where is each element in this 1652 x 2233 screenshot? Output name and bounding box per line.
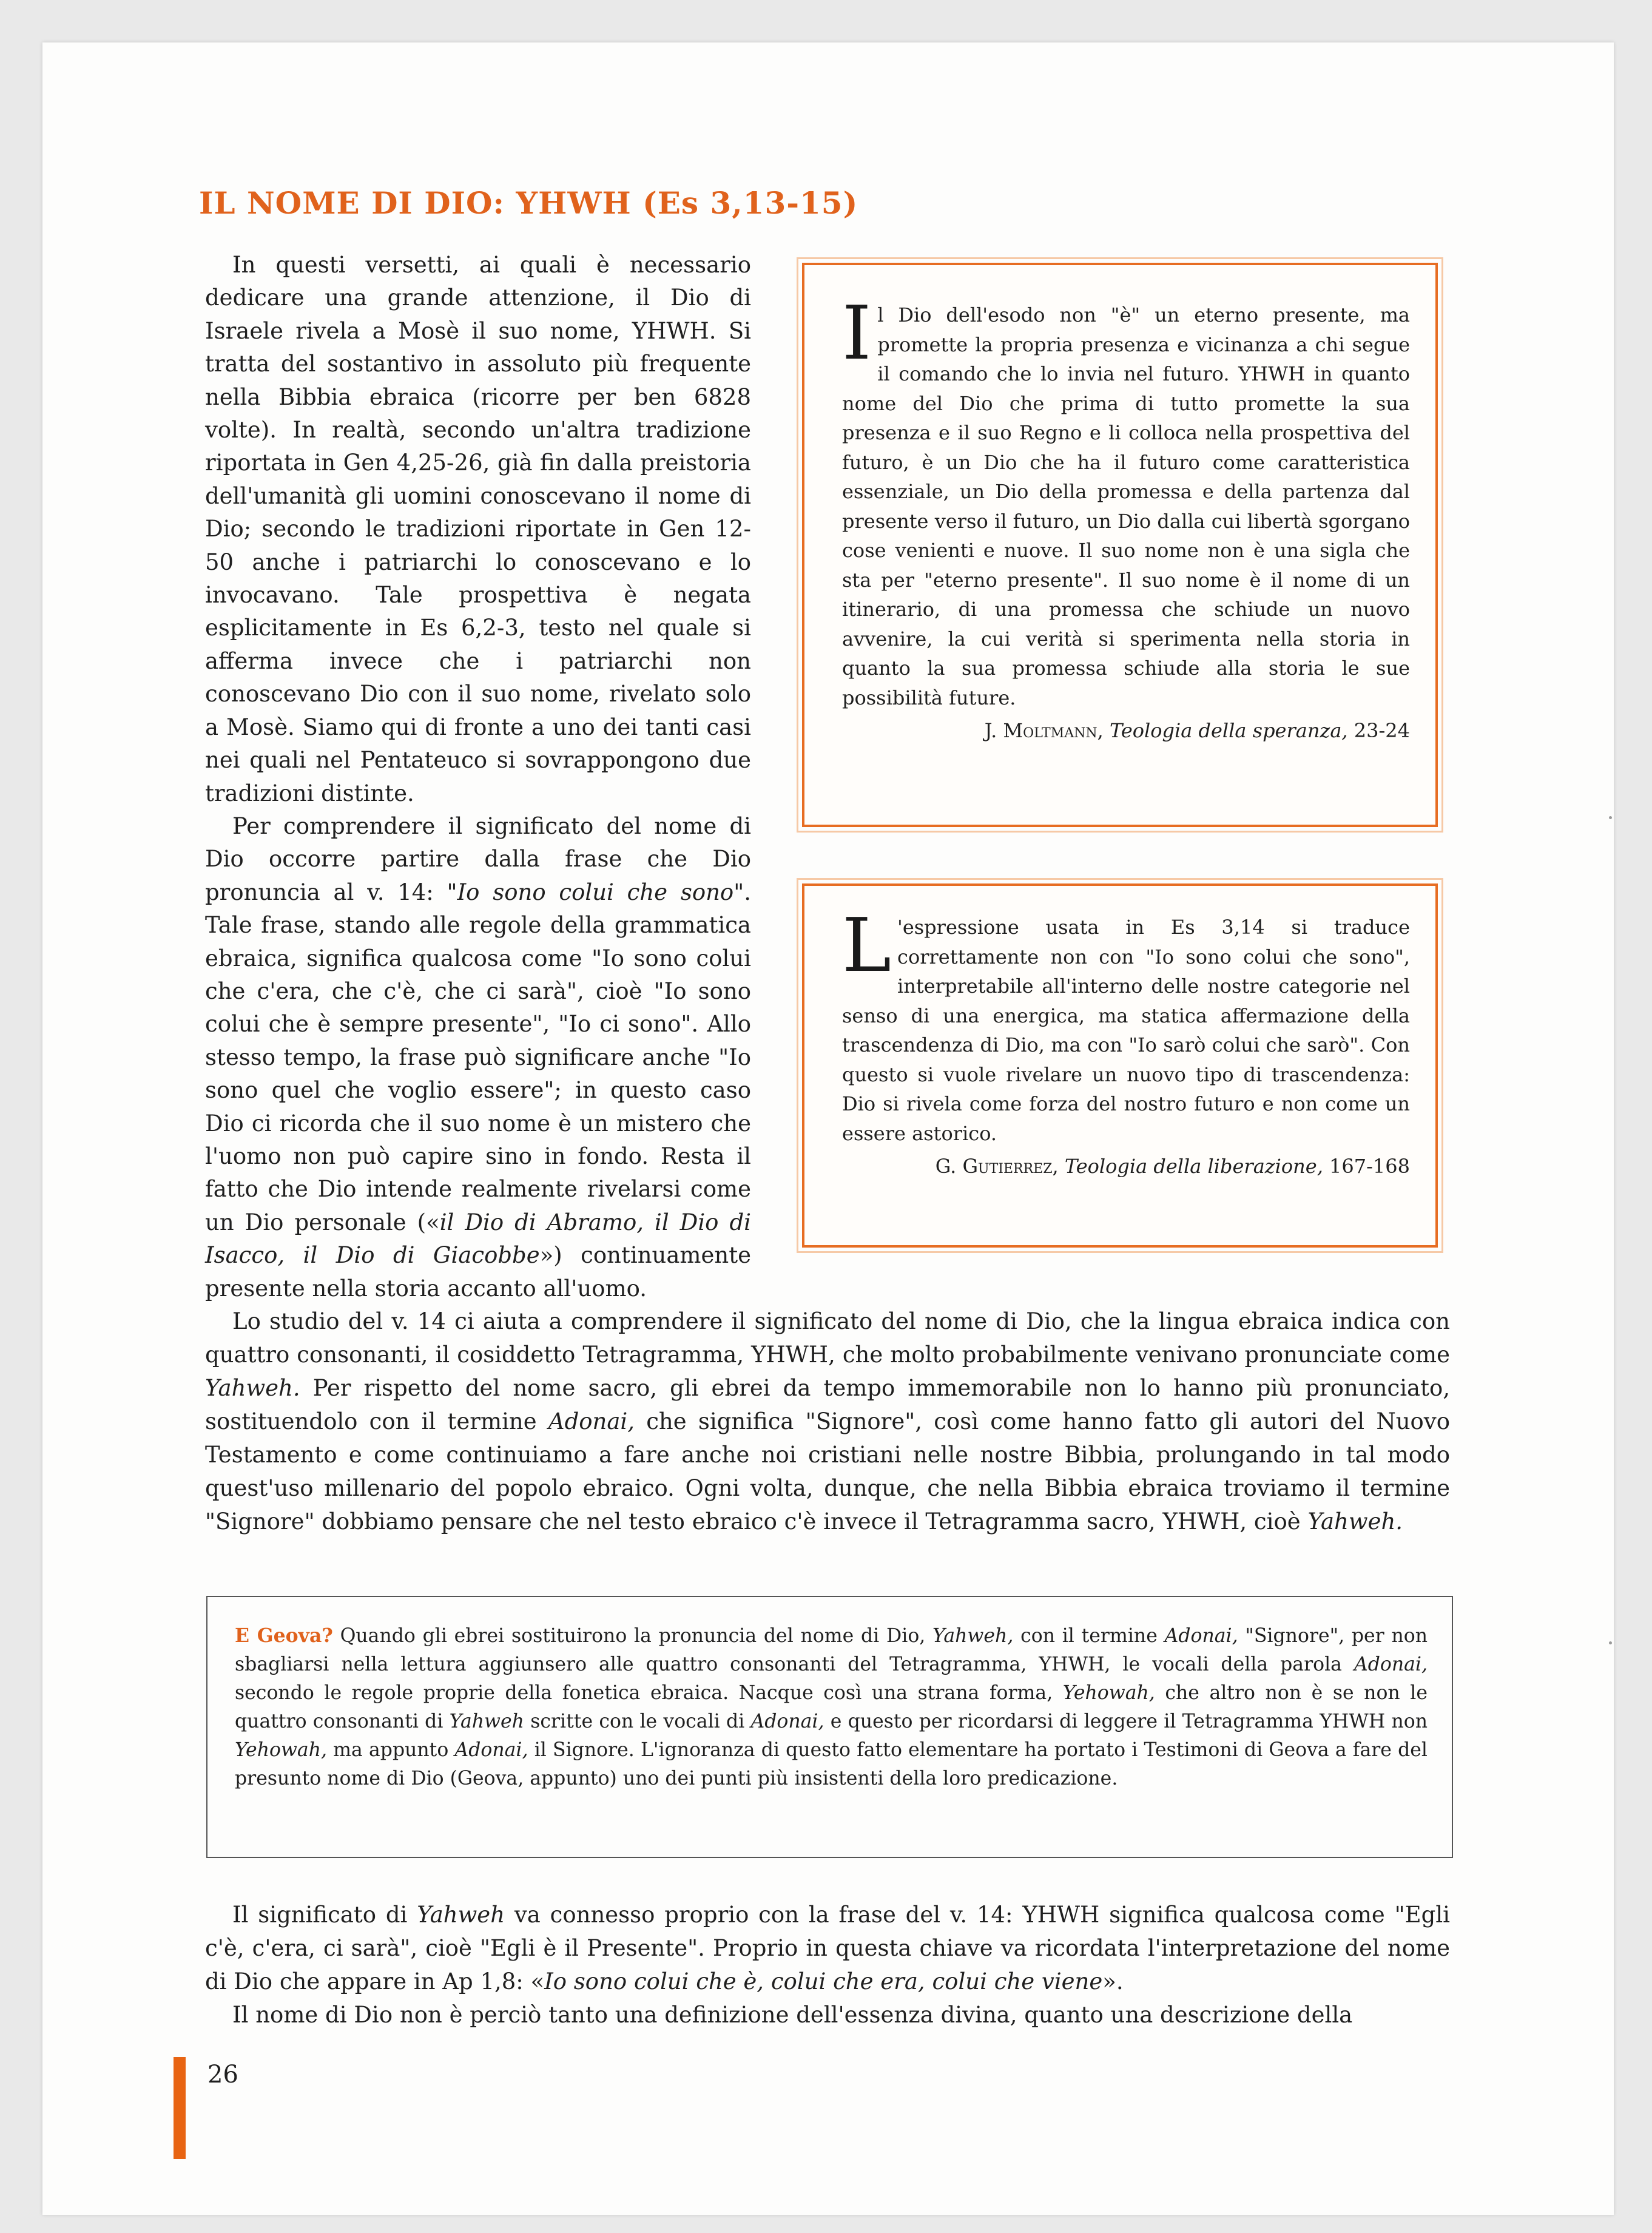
quote-dio-di-abramo: il Dio di Abramo, il Dio di Isacco, il Dio di Giacobbe [205,1209,751,1269]
page-number-bar [174,2057,186,2159]
paragraph-tetragramma: Lo studio del v. 14 ci aiuta a comprendere il significato del nome di Dio, che la lingua ebraica indica con quattro consonanti, il cosiddetto Tetragramma, YHWH, che molto probabilmente venivano pronunciate come Yahweh. Per rispetto del nome sacro, gli ebrei da tempo immemorabile non lo hanno più pronunciato, sostituendolo con il termine Adonai, che significa "Signore", così come hanno fatto gli autori del Nuovo Testamento e come continuiamo a fare anche noi cristiani nelle nostre Bibbia, prolungando in tal modo quest'uso millenario del popolo ebraico. Ogni volta, dunque, che nella Bibbia ebraica troviamo il termine "Signore" dobbiamo pensare che nel testo ebraico c'è invece il Tetragramma sacro, YHWH, cioè Yahweh. [205,1308,1450,1535]
dropcap: L [842,902,892,988]
bottom-text [205,1898,1450,2032]
quote-text: l Dio dell'esodo non "è" un eterno presente, ma promette la propria presenza e vicinanza a chi segue il comando che lo invia nel futuro. YHWH in quanto nome del Dio che prima di tutto promette la sua presenza e il suo Regno e li colloca nella prospettiva del futuro, è un Dio che ha il futuro come caratteristica essenziale, un Dio della promessa e della partenza dal presente verso il futuro, un Dio dalla cui libertà sgorgano cose venienti e nuove. Il suo nome non è una sigla che sta per "eterno presente". Il suo nome è il nome di un itinerario, di una promessa che schiude un nuovo avvenire, la cui verità si sperimenta nella storia in quanto la sua promessa schiude alla storia le sue possibilità future. [842,303,1410,709]
note-text: E Geova? Quando gli ebrei sostituirono la pronuncia del nome di Dio, Yahweh, con il termine Adonai, "Signore", per non sbagliarsi nella lettura aggiunsero alle quattro consonanti del Tetragramma, YHWH, le vocali della parola Adonai, secondo le regole proprie della fonetica ebraica. Nacque così una strana forma, Yehowah, che altro non è se non le quattro consonanti di Yahweh scritte con le vocali di Adonai, e questo per ricordarsi di leggere il Tetragramma YHWH non Yehowah, ma appunto Adonai, il Signore. L'ignoranza di questo fatto elementare ha portato i Testimoni di Geova a fare del presunto nome di Dio (Geova, appunto) uno dei punti più insistenti della loro predicazione. [235,1624,1428,1789]
quote-box-moltmann [802,263,1438,827]
scan-mark [1609,816,1612,819]
quote-box-gutierrez [802,883,1438,1248]
section-heading: IL NOME DI DIO: YHWH (Es 3,13-15) [199,185,858,221]
full-width-text [205,1305,1450,1538]
quote-io-sono: Io sono colui che sono [457,879,734,905]
scan-mark [1609,1641,1612,1644]
quote-source: J. Moltmann, Teologia della speranza, 23-24 [984,719,1410,742]
quote-text: 'espressione usata in Es 3,14 si traduce correttamente non con "Io sono colui che sono", interpretabile all'interno delle nostre categorie nel senso di una energica, ma statica affermazione della trascendenza di Dio, ma con "Io sarò colui che sarò". Con questo si vuole rivelare un nuovo tipo di trascendenza: Dio si rivela come forza del nostro futuro e non come un essere astorico. [842,916,1410,1145]
quote-source: G. Gutierrez, Teologia della liberazione, 167-168 [935,1155,1410,1178]
page-number: 26 [207,2061,238,2089]
note-box-geova [206,1596,1453,1858]
note-title: E Geova? [235,1624,333,1647]
left-column [205,249,751,1305]
dropcap: I [842,290,872,376]
paragraph-tradizioni: In questi versetti, ai quali è necessario dedicare una grande attenzione, il Dio di Israele rivela a Mosè il suo nome, YHWH. Si tratta del sostantivo in assoluto più frequente nella Bibbia ebraica (ricorre per ben 6828 volte). In realtà, secondo un'altra tradizione riportata in Gen 4,25-26, già fin dalla preistoria dell'umanità gli uomini conoscevano il nome di Dio; secondo le tradizioni riportate in Gen 12-50 anche i patriarchi lo conoscevano e lo invocavano. Tale prospettiva è negata esplicitamente in Es 6,2-3, testo nel quale si afferma invece che i patriarchi non conoscevano Dio con il suo nome, rivelato solo a Mosè. Siamo qui di fronte a uno dei tanti casi nei quali nel Pentateuco si sovrappongono due tradizioni distinte. [205,252,751,806]
paragraph-significato: Per comprendere il significato del nome di Dio occorre partire dalla frase che Dio pronuncia al v. 14: "Io sono colui che sono". Tale frase, stando alle regole della grammatica ebraica, significa qualcosa come "Io sono colui che c'era, che c'è, che ci sarà", cioè "Io sono colui che è sempre presente", "Io ci sono". Allo stesso tempo, la frase può significare anche "Io sono quel che voglio essere"; in questo caso Dio ci ricorda che il suo nome è un mistero che l'uomo non può capire sino in fondo. Resta il fatto che Dio intende realmente rivelarsi come un Dio personale («il Dio di Abramo, il Dio di Isacco, il Dio di Giacobbe») continuamente presente nella storia accanto all'uomo. [205,812,751,1302]
paragraph-definizione: Il nome di Dio non è perciò tanto una definizione dell'essenza divina, quanto una descrizione della [232,2002,1353,2028]
paragraph-presente: Il significato di Yahweh va connesso proprio con la frase del v. 14: YHWH significa qualcosa come "Egli c'è, c'era, ci sarà", cioè "Egli è il Presente". Proprio in questa chiave va ricordata l'interpretazione del nome di Dio che appare in Ap 1,8: «Io sono colui che è, colui che era, colui che viene». [205,1902,1451,1995]
